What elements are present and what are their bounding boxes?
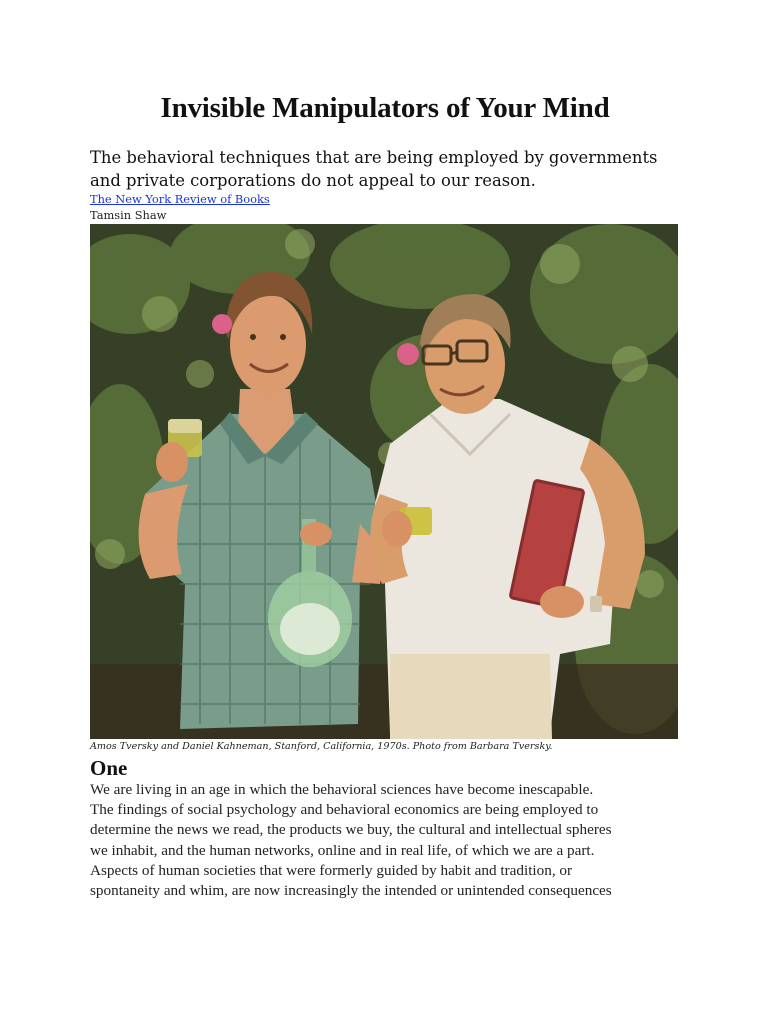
body-paragraph	[90, 780, 690, 901]
source-link[interactable]: The New York Review of Books	[90, 192, 270, 206]
body-line: Aspects of human societies that were formerly guided by habit and tradition, or	[90, 861, 573, 879]
photo-caption: Amos Tversky and Daniel Kahneman, Stanford, California, 1970s. Photo from Barbara Tversky.	[90, 741, 553, 752]
body-line: We are living in an age in which the behavioral sciences have become inescapable.	[90, 781, 594, 798]
article-photo	[90, 224, 678, 739]
body-line: The findings of social psychology and behavioral economics are being employed to	[90, 801, 599, 819]
body-line: we inhabit, and the human networks, online and in real life, of which we are a part.	[90, 841, 595, 859]
article-subtitle: The behavioral techniques that are being employed by governments and private corporations do not appeal to our reason.	[90, 148, 658, 190]
article-title: Invisible Manipulators of Your Mind	[160, 92, 610, 124]
author-name: Tamsin Shaw	[90, 208, 167, 222]
body-line: determine the news we read, the products we buy, the cultural and intellectual spheres	[90, 821, 612, 839]
section-heading: One	[90, 756, 128, 780]
body-line: spontaneity and whim, are now increasingly the intended or unintended consequences	[90, 882, 612, 900]
